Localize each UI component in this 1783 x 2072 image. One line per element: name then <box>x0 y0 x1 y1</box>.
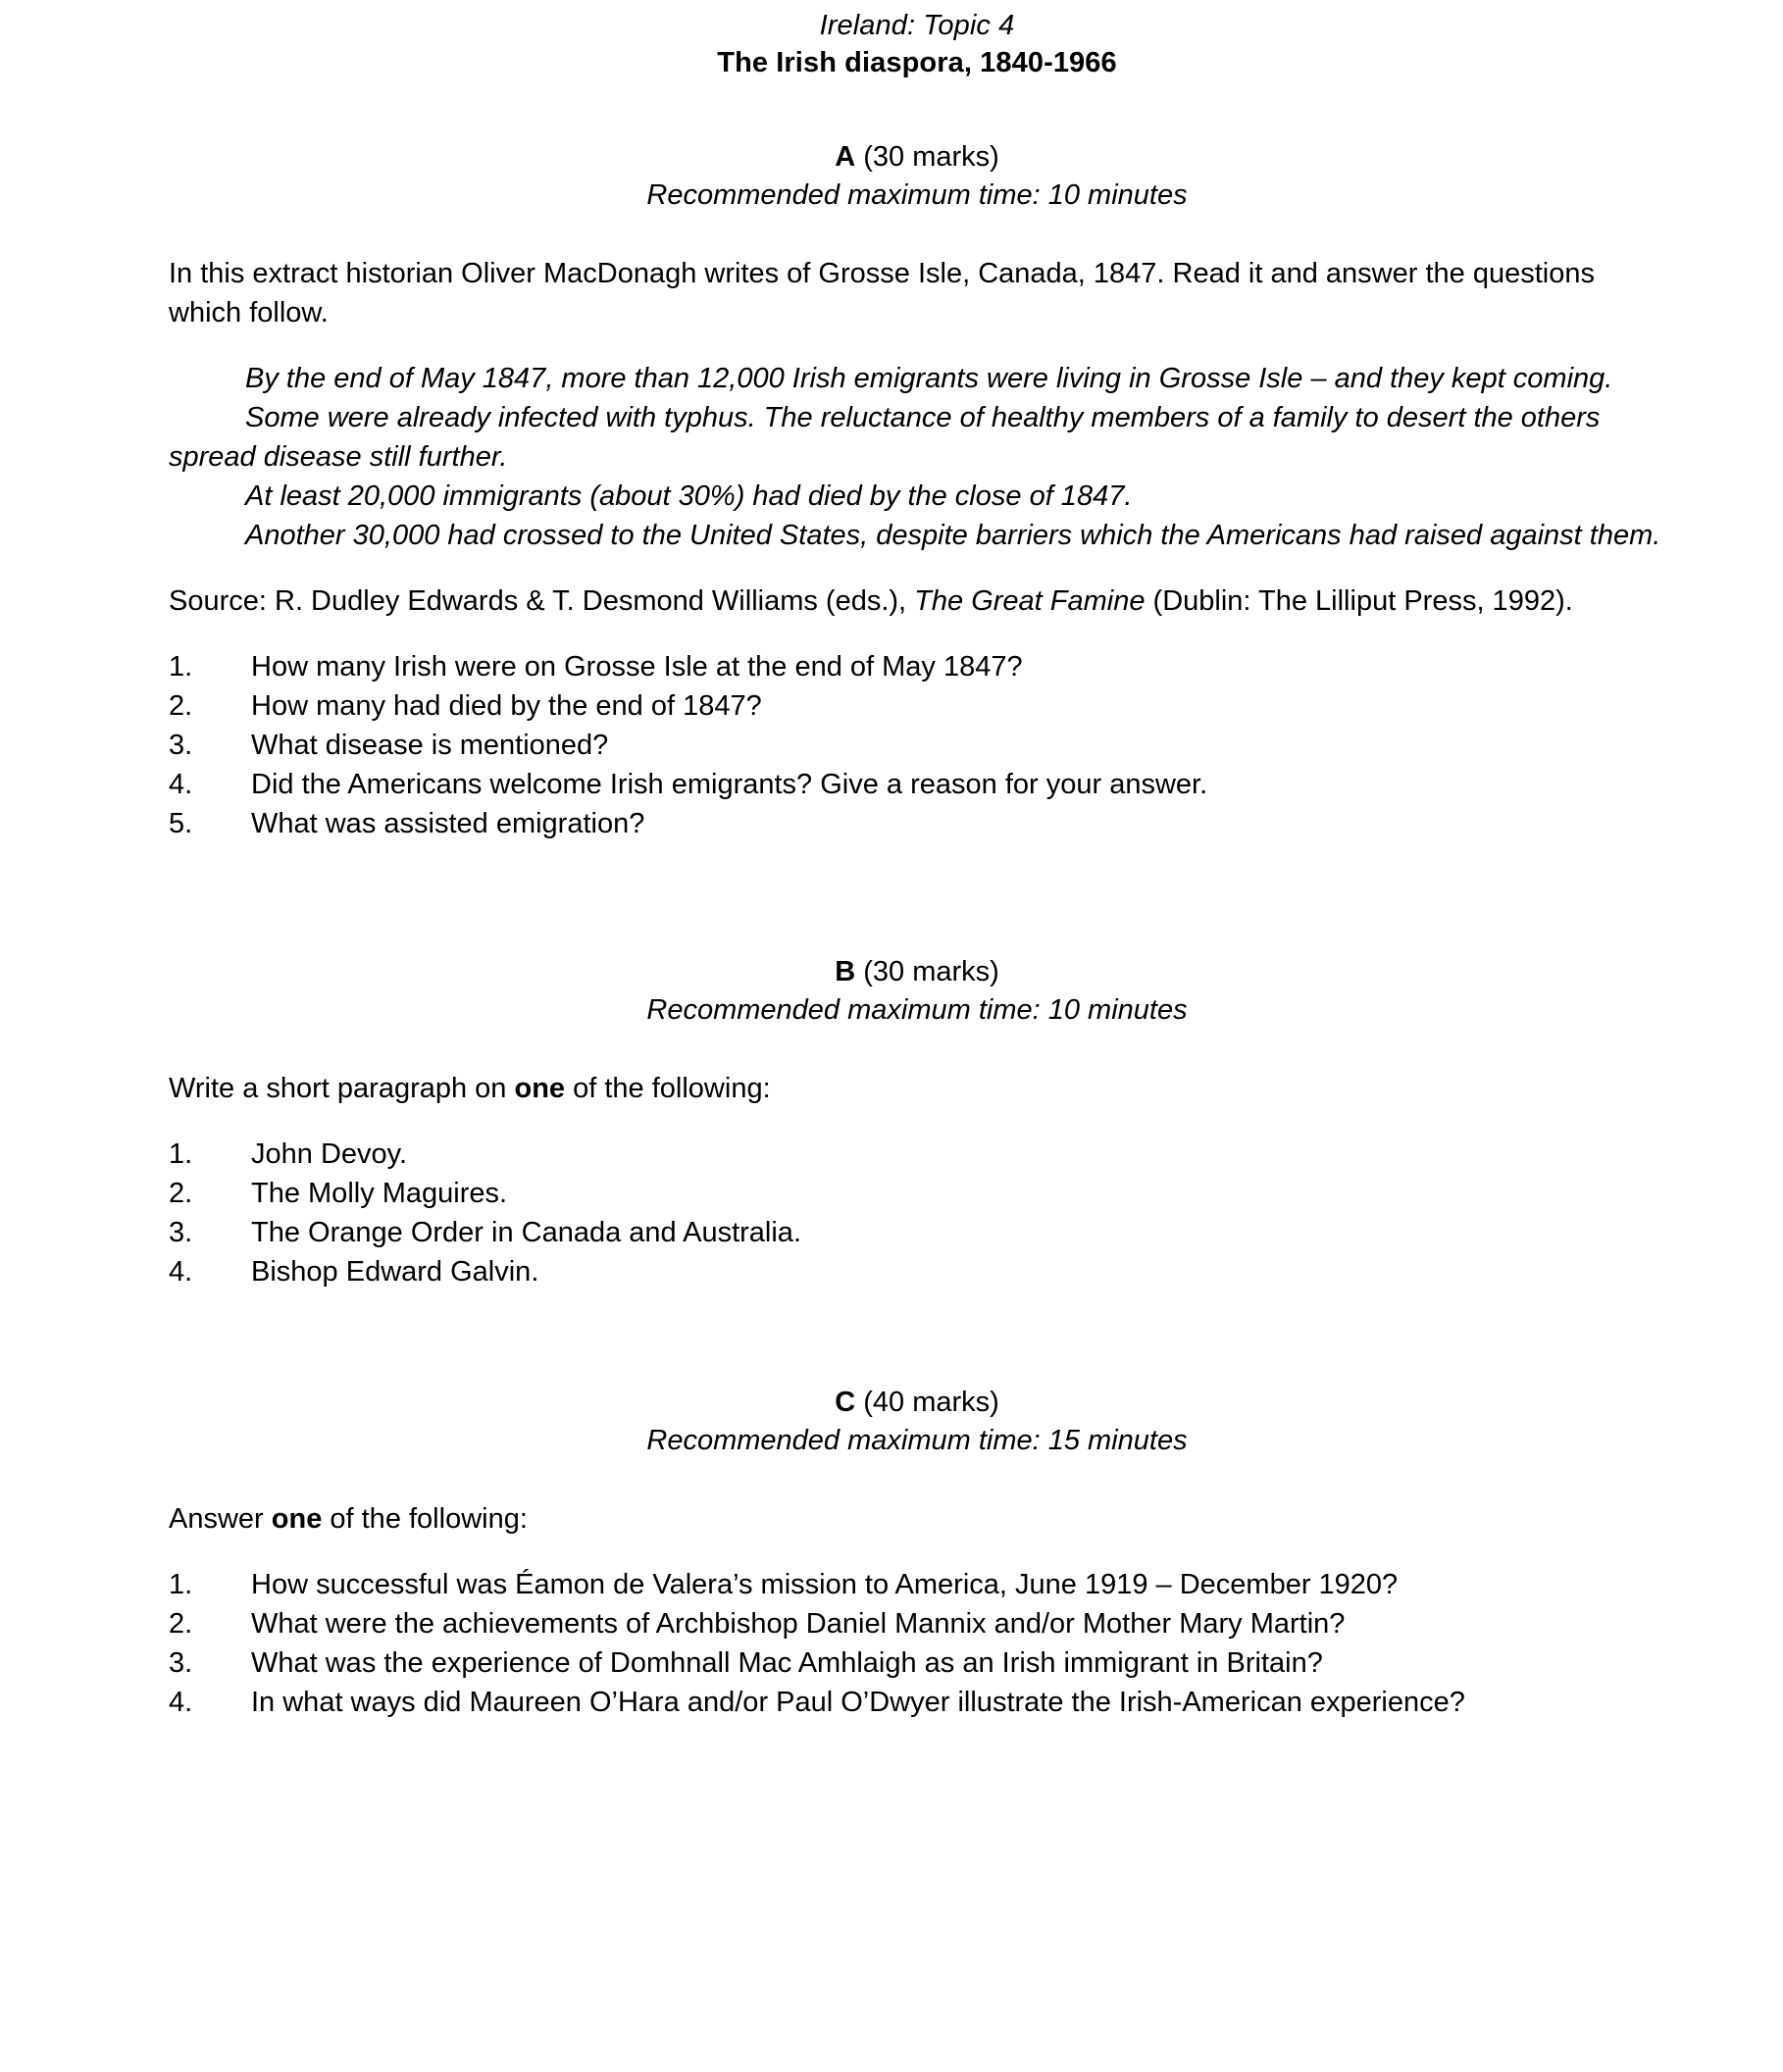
list-item <box>169 1252 1665 1291</box>
source-extract <box>169 359 1665 555</box>
topic-line: Ireland: Topic 4 <box>819 10 1015 41</box>
source-citation <box>169 581 1665 621</box>
item-text: How successful was Éamon de Valera’s mission to America, June 1919 – December 1920? <box>251 1568 1399 1600</box>
section-c-instruction <box>169 1499 1665 1539</box>
spacer <box>169 621 1665 647</box>
section-b-letter: B <box>835 956 856 988</box>
section-a-marks: (30 marks) <box>863 141 999 174</box>
list-item <box>169 765 1665 804</box>
spacer <box>169 1108 1665 1135</box>
item-text: What disease is mentioned? <box>251 730 609 762</box>
section-b-instruction <box>169 1069 1665 1108</box>
item-number: 1. <box>169 1568 193 1600</box>
section-c-letter: C <box>835 1387 856 1419</box>
section-c-marks: (40 marks) <box>863 1387 999 1419</box>
section-b <box>169 953 1665 1291</box>
item-text: What were the achievements of Archbishop Daniel Mannix and/or Mother Mary Martin? <box>251 1607 1346 1640</box>
document-header <box>169 8 1665 81</box>
spacer <box>169 1291 1665 1384</box>
instruction-after: of the following: <box>565 1073 771 1105</box>
list-item <box>169 686 1665 726</box>
item-number: 3. <box>169 730 193 762</box>
list-item <box>169 647 1665 686</box>
item-text: What was assisted emigration? <box>251 808 645 840</box>
extract-paragraph: At least 20,000 immigrants (about 30%) had died by the close of 1847. <box>245 480 1133 513</box>
source-prefix: Source: R. Dudley Edwards & T. Desmond Williams (eds.), <box>169 585 915 618</box>
instruction-before: Answer <box>169 1502 272 1535</box>
extract-paragraph: Another 30,000 had crossed to the United States, despite barriers which the Americans had raised against them. <box>245 520 1661 552</box>
item-number: 4. <box>169 1686 193 1718</box>
item-text: The Orange Order in Canada and Australia. <box>251 1217 801 1249</box>
section-c-time: Recommended maximum time: 15 minutes <box>646 1424 1188 1456</box>
item-text: Bishop Edward Galvin. <box>251 1256 539 1289</box>
section-c <box>169 1384 1665 1722</box>
section-b-question-list <box>169 1135 1665 1291</box>
section-b-time: Recommended maximum time: 10 minutes <box>646 994 1188 1027</box>
list-item <box>169 726 1665 765</box>
spacer <box>169 1539 1665 1565</box>
spacer <box>169 1030 1665 1069</box>
item-text: What was the experience of Domhnall Mac Amhlaigh as an Irish immigrant in Britain? <box>251 1646 1323 1679</box>
spacer <box>169 843 1665 953</box>
page-title: The Irish diaspora, 1840-1966 <box>717 46 1117 78</box>
item-number: 3. <box>169 1646 193 1679</box>
item-number: 5. <box>169 808 193 840</box>
item-text: John Devoy. <box>251 1138 408 1171</box>
list-item <box>169 1683 1665 1722</box>
item-text: How many had died by the end of 1847? <box>251 690 762 723</box>
list-item <box>169 804 1665 843</box>
source-suffix: (Dublin: The Lilliput Press, 1992). <box>1145 585 1573 618</box>
instruction-before: Write a short paragraph on <box>169 1073 515 1105</box>
section-a-letter: A <box>835 141 856 174</box>
item-text: In what ways did Maureen O’Hara and/or Paul O’Dwyer illustrate the Irish-American experience? <box>251 1686 1465 1718</box>
spacer <box>169 81 1665 138</box>
source-book-title: The Great Famine <box>914 585 1146 618</box>
item-text: The Molly Maguires. <box>251 1178 508 1210</box>
extract-paragraph: Some were already infected with typhus. The reluctance of healthy members of a family to desert the others spread disease still further. <box>169 402 1601 474</box>
section-a-intro: In this extract historian Oliver MacDonagh writes of Grosse Isle, Canada, 1847. Read it and answer the questions which follow. <box>169 258 1595 329</box>
section-c-question-list <box>169 1565 1665 1722</box>
instruction-after: of the following: <box>322 1502 528 1535</box>
spacer <box>169 215 1665 254</box>
instruction-emphasis: one <box>514 1073 566 1105</box>
list-item <box>169 1174 1665 1213</box>
list-item <box>169 1213 1665 1252</box>
item-number: 4. <box>169 769 193 801</box>
list-item <box>169 1565 1665 1604</box>
section-a-heading <box>169 138 1665 177</box>
item-number: 2. <box>169 690 193 723</box>
section-b-heading <box>169 953 1665 991</box>
list-item <box>169 1135 1665 1174</box>
instruction-emphasis: one <box>271 1502 323 1535</box>
section-a-question-list <box>169 647 1665 843</box>
list-item <box>169 1604 1665 1643</box>
item-number: 3. <box>169 1217 193 1249</box>
section-c-heading <box>169 1384 1665 1422</box>
item-number: 2. <box>169 1607 193 1640</box>
spacer <box>169 555 1665 581</box>
extract-paragraph: By the end of May 1847, more than 12,000 Irish emigrants were living in Grosse Isle – and they kept coming. <box>245 363 1613 395</box>
item-number: 4. <box>169 1256 193 1289</box>
item-text: Did the Americans welcome Irish emigrants? Give a reason for your answer. <box>251 769 1208 801</box>
item-number: 1. <box>169 651 193 683</box>
spacer <box>169 1460 1665 1499</box>
item-number: 1. <box>169 1138 193 1171</box>
section-a-time: Recommended maximum time: 10 minutes <box>646 179 1188 212</box>
item-number: 2. <box>169 1178 193 1210</box>
item-text: How many Irish were on Grosse Isle at the end of May 1847? <box>251 651 1023 683</box>
list-item <box>169 1643 1665 1683</box>
spacer <box>169 332 1665 359</box>
section-b-marks: (30 marks) <box>863 956 999 988</box>
section-a <box>169 138 1665 843</box>
